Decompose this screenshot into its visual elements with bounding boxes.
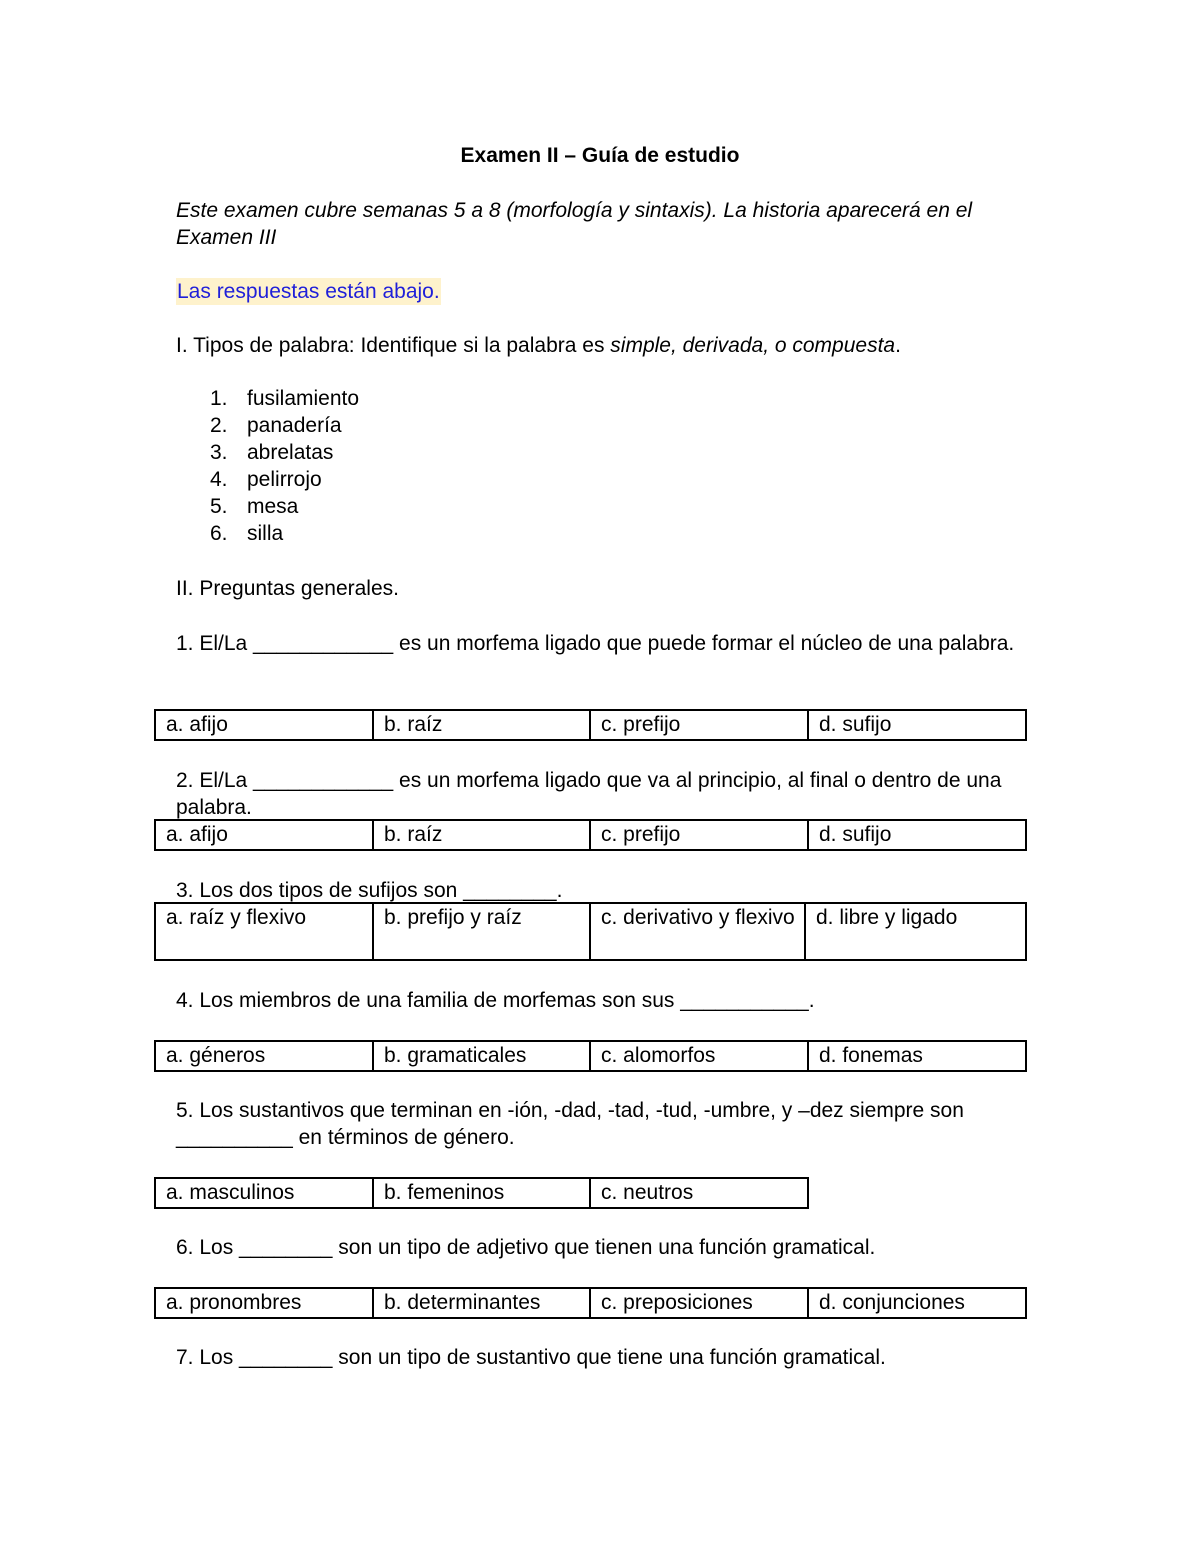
list-number: 1. [210, 387, 228, 410]
question-4: 4. Los miembros de una familia de morfemas son sus ___________. [176, 989, 815, 1012]
list-word: silla [247, 522, 284, 545]
question-1: 1. El/La ____________ es un morfema ligado que puede formar el núcleo de una palabra. [176, 632, 1015, 655]
options-table-1 [154, 709, 1027, 741]
options-table-3 [154, 902, 1027, 961]
document-title: Examen II – Guía de estudio [460, 144, 740, 167]
option-d: d. libre y ligado [805, 903, 1026, 960]
question-7: 7. Los ________ son un tipo de sustantivo que tiene una función gramatical. [176, 1346, 886, 1369]
option-a: a. pronombres [155, 1288, 373, 1318]
intro-paragraph: Este examen cubre semanas 5 a 8 (morfología y sintaxis). La historia aparecerá en el Examen III [176, 199, 973, 249]
option-a: a. raíz y flexivo [155, 903, 373, 960]
options-table-4 [154, 1040, 1027, 1072]
list-item [210, 520, 359, 547]
list-word: fusilamiento [247, 387, 360, 410]
list-word: panadería [247, 414, 342, 437]
options-table-5 [154, 1177, 809, 1209]
question-2: 2. El/La ____________ es un morfema ligado que va al principio, al final o dentro de una palabra. [176, 769, 1002, 819]
list-number: 5. [210, 495, 228, 518]
section1-emphasis: simple, derivada, o compuesta [610, 334, 896, 357]
option-b: b. raíz [373, 710, 590, 740]
option-d: d. sufijo [808, 710, 1026, 740]
question-6: 6. Los ________ son un tipo de adjetivo que tienen una función gramatical. [176, 1236, 876, 1259]
options-table-2 [154, 819, 1027, 851]
section1-heading [176, 332, 901, 359]
option-b: b. gramaticales [373, 1041, 590, 1071]
list-item [210, 439, 359, 466]
question-5: 5. Los sustantivos que terminan en -ión, -dad, -tad, -tud, -umbre, y –dez siempre son __________ en términos de género. [176, 1099, 964, 1149]
option-c: c. alomorfos [590, 1041, 808, 1071]
option-c: c. prefijo [590, 820, 808, 850]
option-b: b. determinantes [373, 1288, 590, 1318]
list-word: abrelatas [247, 441, 334, 464]
list-word: pelirrojo [247, 468, 322, 491]
option-b: b. femeninos [373, 1178, 590, 1208]
option-d: d. sufijo [808, 820, 1026, 850]
option-b: b. prefijo y raíz [373, 903, 590, 960]
options-table-6 [154, 1287, 1027, 1319]
list-number: 2. [210, 414, 228, 437]
list-number: 6. [210, 522, 228, 545]
option-a: a. afijo [155, 820, 373, 850]
list-item [210, 385, 359, 412]
option-c: c. derivativo y flexivo [590, 903, 805, 960]
list-word: mesa [247, 495, 299, 518]
option-a: a. afijo [155, 710, 373, 740]
option-c: c. prefijo [590, 710, 808, 740]
option-a: a. géneros [155, 1041, 373, 1071]
section2-heading: II. Preguntas generales. [176, 577, 399, 600]
option-d: d. fonemas [808, 1041, 1026, 1071]
word-list [210, 385, 359, 547]
option-c: c. neutros [590, 1178, 808, 1208]
option-a: a. masculinos [155, 1178, 373, 1208]
option-b: b. raíz [373, 820, 590, 850]
section1-prefix: I. Tipos de palabra: Identifique si la palabra es [176, 334, 611, 357]
list-item [210, 412, 359, 439]
list-number: 3. [210, 441, 228, 464]
option-d: d. conjunciones [808, 1288, 1026, 1318]
section1-suffix: . [895, 334, 901, 357]
question-3: 3. Los dos tipos de sufijos son ________. [176, 879, 563, 902]
list-item [210, 493, 359, 520]
list-item [210, 466, 359, 493]
list-number: 4. [210, 468, 228, 491]
answers-note: Las respuestas están abajo. [177, 280, 440, 303]
option-c: c. preposiciones [590, 1288, 808, 1318]
